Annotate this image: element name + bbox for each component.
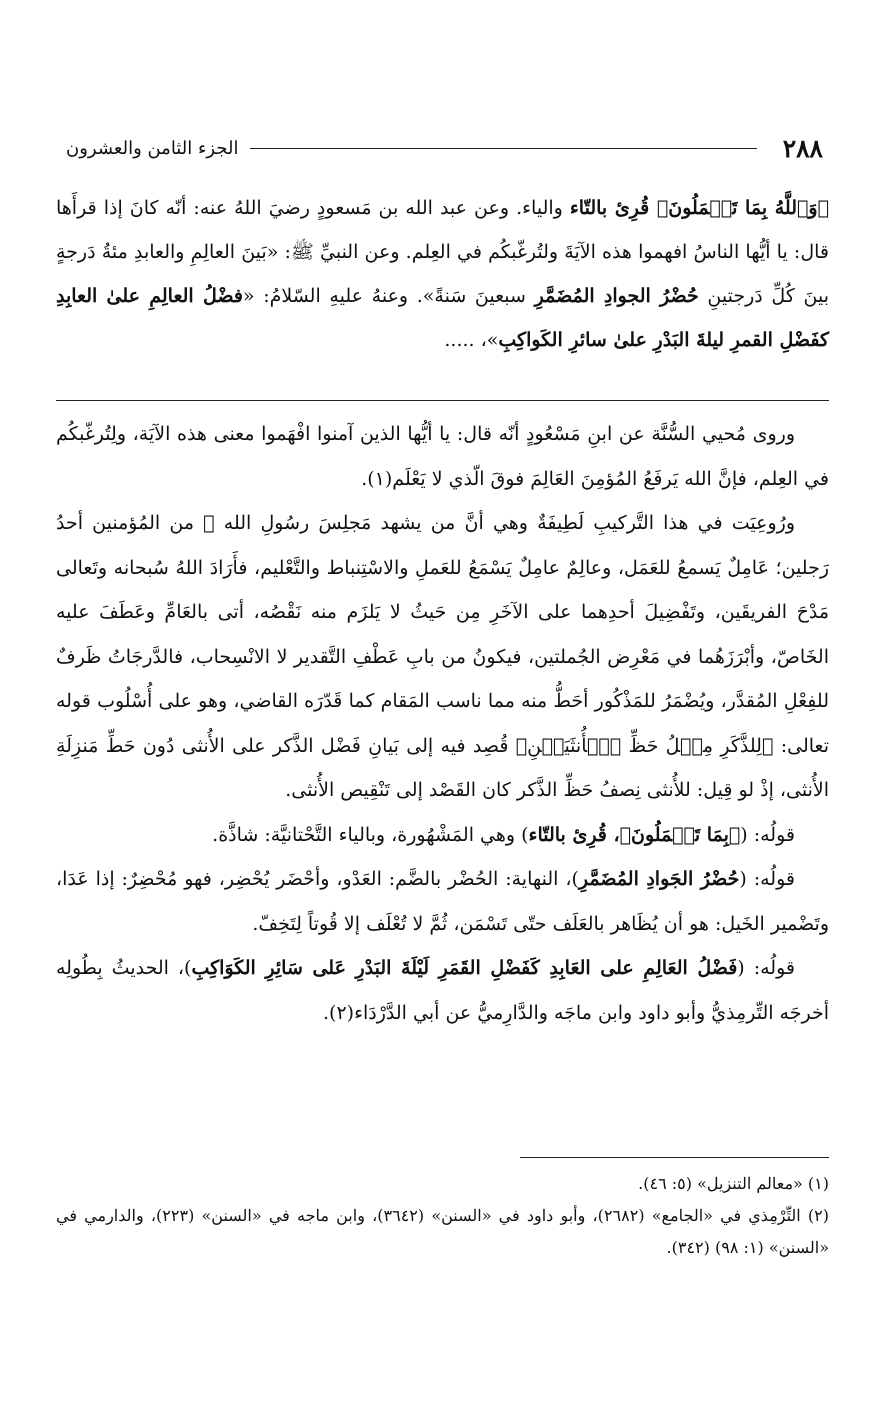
commentary-paragraph-2: ورُوعِيَت في هذا التَّركيبِ لَطِيفَةٌ وهي أنَّ من يشهد مَجلِسَ رسُولِ الله ﷺ من المُؤمنين أحدُ رَجلين؛ عَامِلٌ يَسمعُ للعَمَل، وعالِمٌ عامِلٌ يَسْمَعُ للعَملِ والاسْتِنباط والتَّعْليم، فأَرَادَ اللهُ سُبحانه وتَعالى مَدْحَ الفريقَين، وتَفْضِيلَ أحدِهما على الآخَرِ مِن حَيثُ لا يَلزَم منه نَقْصُه، أتى بالعَامِّ وعَطَفَ عليه الخَاصّ، وأبْرَزَهُما في مَعْرِض الجُملتين، فيكونُ من بابِ عَطْفِ التَّقدير لا الانْسِحاب، فالدَّرجَاتُ ظَرفٌ للفِعْلِ المُقدَّر، ويُضْمَرُ للمَذْكُور أحَطُّ منه مما ناسب المَقام كما قَدّرَه القاضي، وهو على أُسْلُوب قوله تعالى: ﴿لِلذَّكَرِ مِثۡلُ حَظِّ ٱلۡأُنثَيَيۡنِ﴾ قُصِد فيه إلى بَيانِ فَضْل الذَّكر على الأُنثى دُون حَطِّ مَنزِلَةِ الأُنثى، إذْ لو قِيل: للأُنثى نِصفُ حَظِّ الذَّكر كان القَصْد إلى تَنْقِيص الأُنثى. [56,512,829,801]
footnote-2: (٢) التِّرْمِذي في «الجامع» (٢٦٨٢)، وأبو داود في «السنن» (٣٦٤٢)، وابن ماجه في «السنن» (٢٢٣)، والدارمي في «السنن» (١: ٩٨) (٣٤٢). [56,1206,830,1257]
footnotes-block [56,1168,829,1264]
hadith-phrase-2: فضْلُ العالِمِ علىٰ العابِدِ كفَضْلِ القمرِ ليلةَ البَدْرِ علىٰ سائرِ الكَواكِبِ [56,285,829,351]
upper-text-end: »، ..... [444,329,499,351]
upper-paragraph [56,186,829,362]
commentary-block [56,412,829,1035]
upper-text: والياء. وعن عبد الله بن مَسعودٍ رضيَ اللهُ عنه: أنّه كانَ إذا قرأَها قال: يا أيُّها الناسُ افهموا هذه الآيَةَ ولتُرغّبكُم في العِلم. وعن النبيِّ ﷺ: «بَينَ العالِمِ والعابدِ مئةُ دَرجةٍ بينَ كُلِّ دَرجتينِ [56,197,829,307]
quote-label: قولُه: ( [740,823,795,846]
quote-label: قولُه: ( [737,957,795,979]
main-divider [56,400,829,401]
upper-text-continued: سبعينَ سَنةً». وعنهُ عليهِ السّلامُ: « [242,285,535,307]
quoted-text: حُضْرُ الجَوادِ المُضَمَّرِ [578,868,740,890]
footnote-1: (١) «معالم التنزيل» (٥: ٤٦). [638,1174,829,1193]
verse: ﴿وَٱللَّهُ بِمَا تَعۡمَلُونَ﴾ [656,197,829,219]
explanation: )، الحديثُ بِطُولِه أخرجَه التِّرمِذيُّ وأبو داود وابن ماجَه والدَّارِميُّ عن أبي الدَّرْدَاء(٢). [56,957,829,1024]
footnote-divider [520,1157,829,1158]
hadith-phrase: حُضْرُ الجوادِ المُضَمَّرِ [534,285,699,307]
quoted-text: ﴿بِمَا تَعۡمَلُونَ﴾، قُرِئ بالتّاء [528,823,741,846]
explanation: ) وهي المَشْهُورة، وبالياء التَّحْتانيَّة: شاذَّة. [212,823,529,846]
commentary-paragraph-5 [56,946,829,1035]
page-number: ٢٨٨ [782,133,823,163]
running-title: الجزء الثامن والعشرون [66,137,239,159]
header-rule [250,148,756,149]
commentary-paragraph-3 [56,813,829,858]
reading-note: قُرِئ بالتّاء [569,197,657,219]
commentary-paragraph-4 [56,857,829,946]
quote-label: قولُه: ( [739,868,795,890]
quoted-text: فَضْلُ العَالِمِ على العَابِدِ كَفَضْلِ القَمَرِ لَيْلَةَ البَدْرِ عَلى سَائِرِ الكَوَاكِبِ [191,957,738,979]
page-header [66,128,823,168]
explanation: )، النهاية: الحُضْر بالضَّم: العَدْو، وأحْضَر يُحْضِر، فهو مُحْضِرٌ: إذا عَدَا، وتَضْمير الخَيل: هو أن يُظَاهر بالعَلَف حتّى تَسْمَن، ثُمَّ لا تُعْلَف إلا قُوتاً لِتَخِفّ. [56,868,829,935]
commentary-paragraph-1: وروى مُحيي السُّنَّة عن ابنِ مَسْعُودٍ أنّه قال: يا أيُّها الذين آمنوا افْهَموا معنى هذه الآيَة، ولِتُرغّبكُم في العِلم، فإنَّ الله يَرفَعُ المُؤمِنَ العَالِمَ فوقَ الّذي لا يَعْلَم(١). [56,423,829,490]
upper-text-block [56,186,829,362]
